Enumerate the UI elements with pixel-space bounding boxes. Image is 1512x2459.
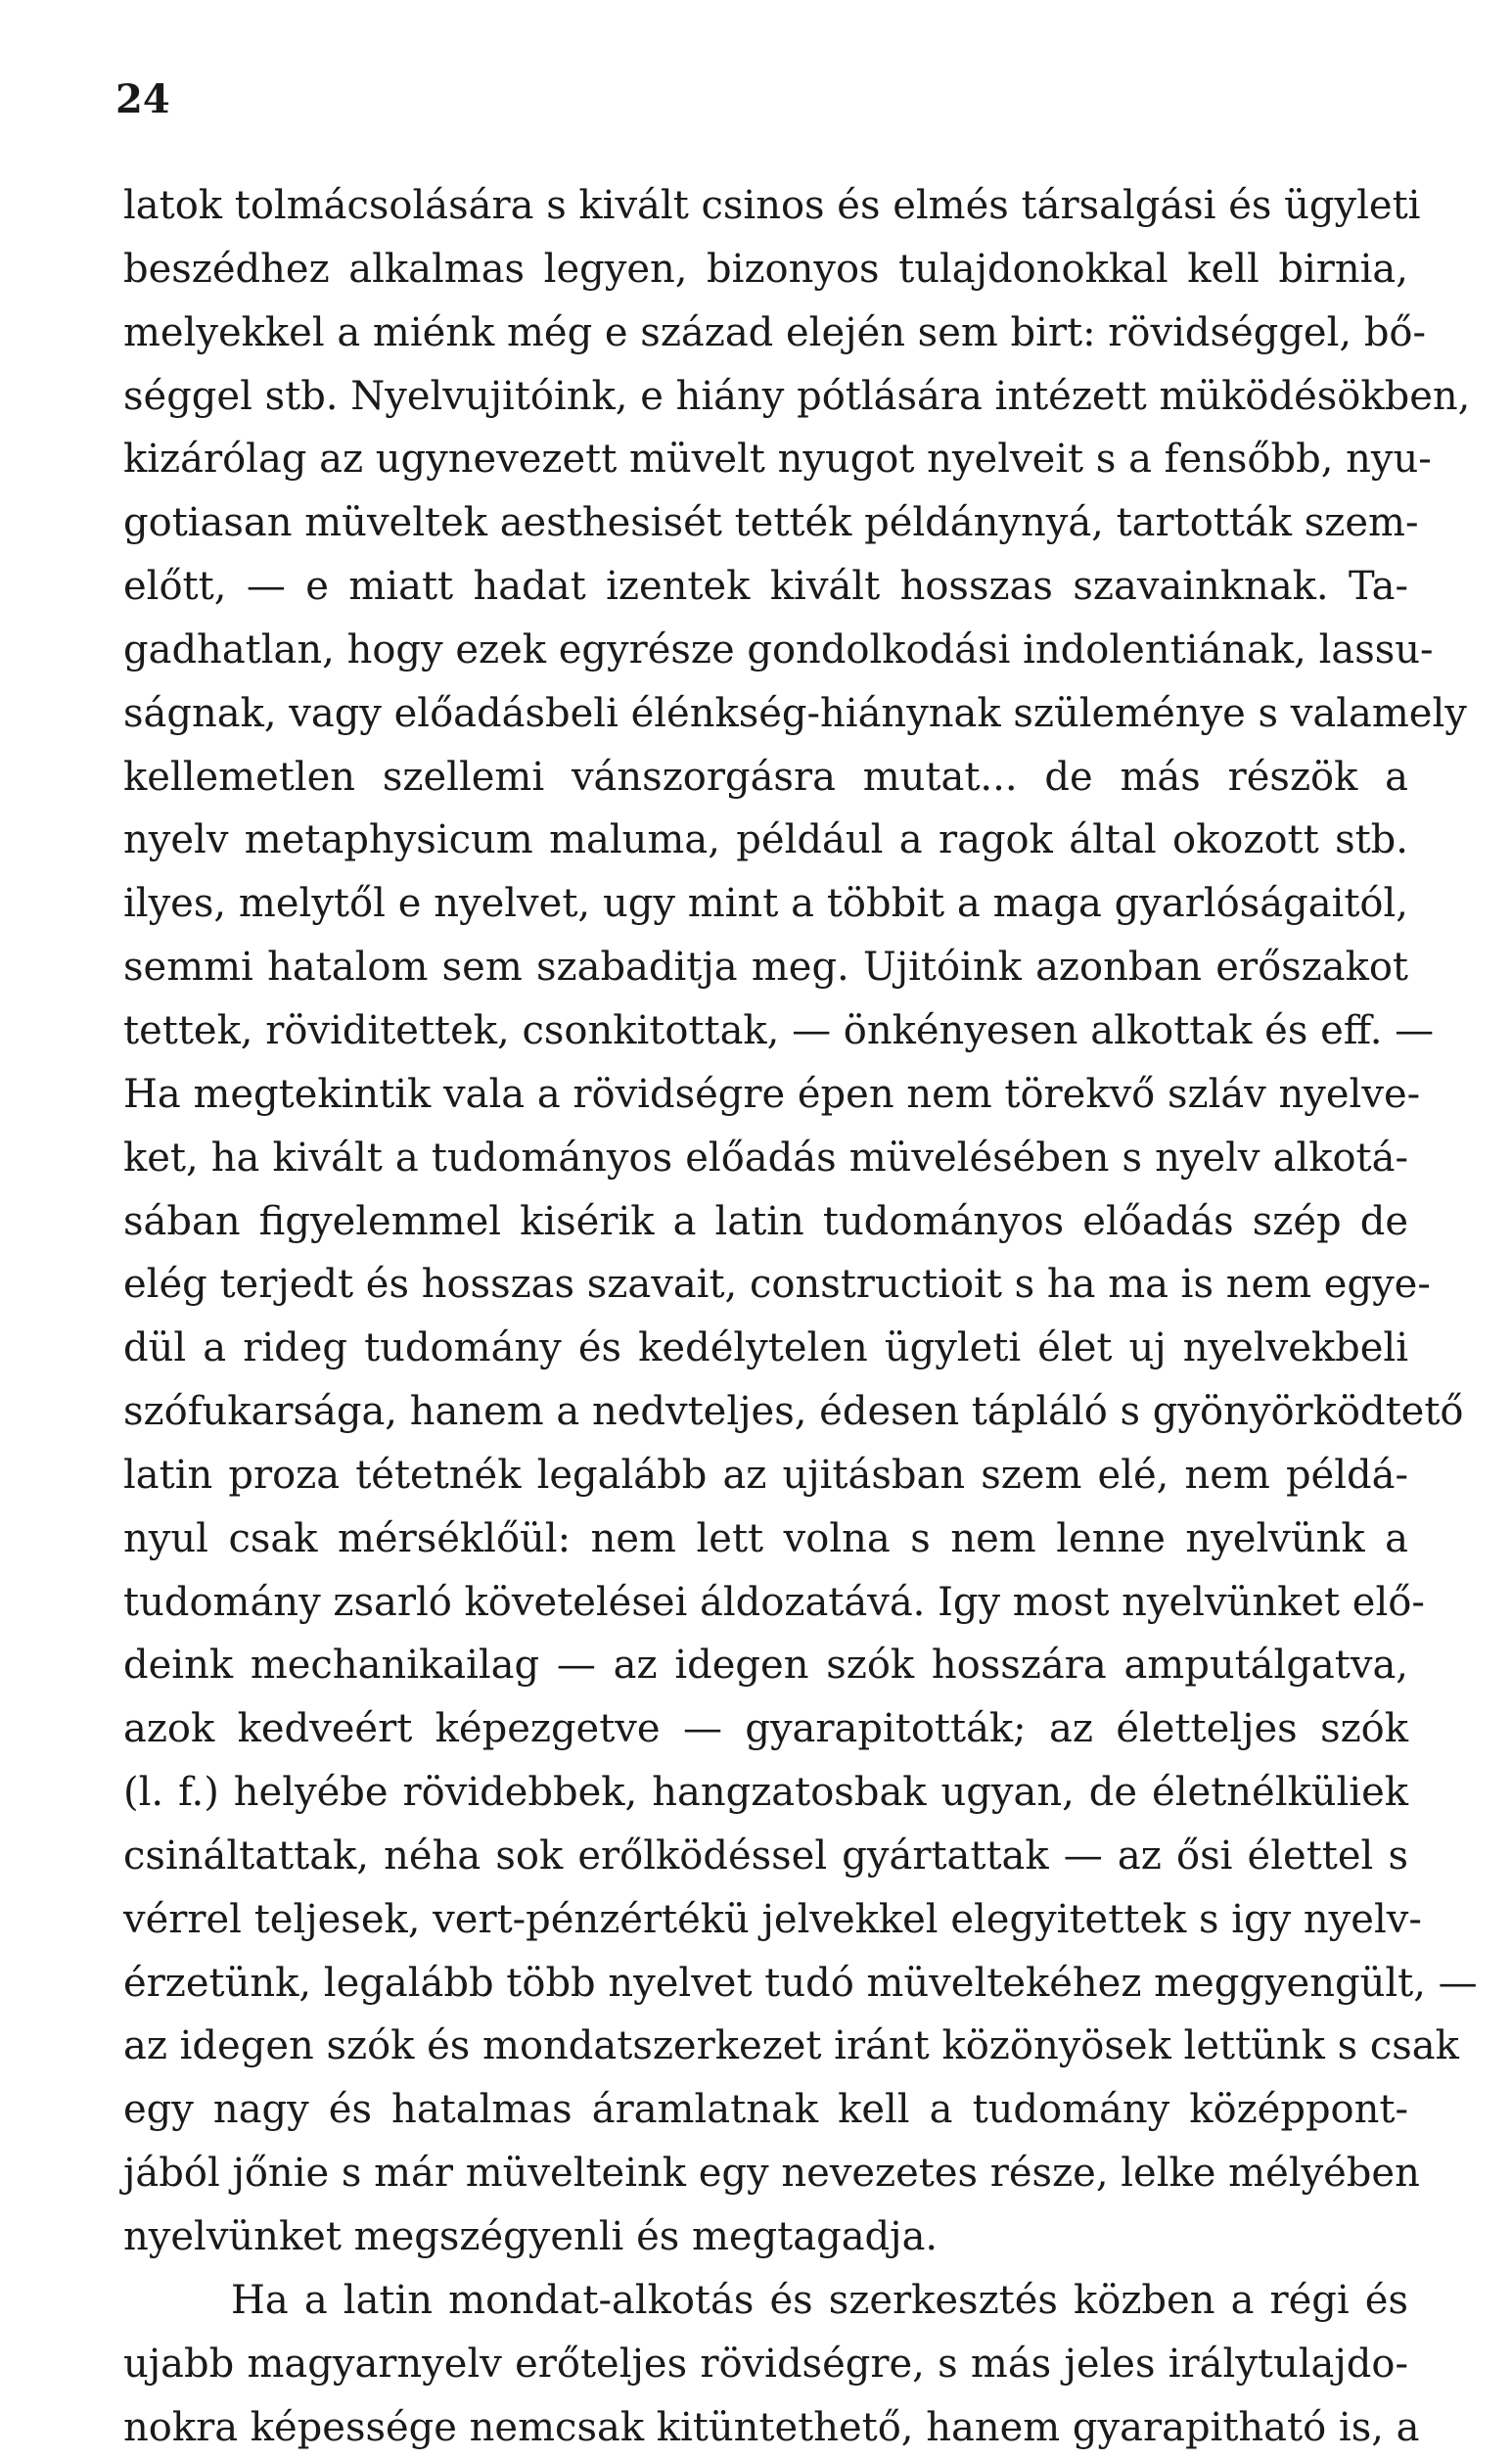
text-line: nyul csak mérséklőül: nem lett volna s nem lenne nyelvünk a — [123, 1515, 1408, 1561]
text-line: ujabb magyarnyelv erőteljes rövidségre, s más jeles irálytulajdo- — [123, 2341, 1408, 2387]
text-line: kizárólag az ugynevezett müvelt nyugot nyelveit s a fensőbb, nyu- — [123, 437, 1432, 483]
text-line: ságnak, vagy előadásbeli élénkség-hiánynak szüleménye s valamely — [123, 690, 1467, 736]
text-line: azok kedveért képezgetve — gyarapitották; az életteljes szók — [123, 1706, 1408, 1752]
text-line: sában figyelemmel kisérik a latin tudományos előadás szép de — [123, 1198, 1408, 1244]
page-number: 24 — [115, 76, 170, 122]
text-line: előtt, — e miatt hadat izentek kivált hosszas szavainknak. Ta- — [123, 564, 1408, 610]
text-line: latin proza tétetnék legalább az ujitásban szem elé, nem példá- — [123, 1452, 1408, 1498]
text-line: Ha megtekintik vala a rövidségre épen nem törekvő szláv nyelve- — [123, 1071, 1421, 1117]
text-line: érzetünk, legalább több nyelvet tudó müveltekéhez meggyengült, — — [123, 1960, 1478, 2006]
text-line: latok tolmácsolására s kivált csinos és elmés társalgási és ügyleti — [123, 183, 1421, 228]
text-line: tettek, röviditettek, csonkitottak, — önkényesen alkottak és eff. — — [123, 1007, 1435, 1053]
text-line: melyekkel a miénk még e század elején sem birt: rövidséggel, bő- — [123, 309, 1427, 355]
text-line: az idegen szók és mondatszerkezet iránt közönyösek lettünk s csak — [123, 2023, 1459, 2069]
text-line: jából jőnie s már müvelteink egy nevezetes része, lelke mélyében — [123, 2151, 1420, 2197]
text-line: gotiasan müveltek aesthesisét tették példánynyá, tartották szem- — [123, 500, 1419, 546]
text-line: elég terjedt és hosszas szavait, constructioit s ha ma is nem egye- — [123, 1262, 1431, 1308]
text-line: szófukarsága, hanem a nedvteljes, édesen tápláló s gyönyörködtető — [123, 1389, 1464, 1435]
text-line: egy nagy és hatalmas áramlatnak kell a tudomány középpont- — [123, 2087, 1408, 2133]
text-line: deink mechanikailag — az idegen szók hosszára amputálgatva, — [123, 1643, 1408, 1689]
text-line: ket, ha kivált a tudományos előadás müvelésében s nyelv alkotá- — [123, 1135, 1408, 1181]
text-line: nyelv metaphysicum maluma, például a ragok által okozott stb. — [123, 817, 1408, 863]
paragraph-end-line: nyelvünket megszégyenli és megtagadja. — [123, 2214, 939, 2259]
text-line: nokra képessége nemcsak kitüntethető, hanem gyarapitható is, a — [123, 2404, 1420, 2450]
text-line: ilyes, melytől e nyelvet, ugy mint a többit a maga gyarlóságaitól, — [123, 881, 1408, 927]
text-line: séggel stb. Nyelvujitóink, e hiány pótlására intézett müködésökben, — [123, 373, 1471, 419]
text-line: vérrel teljesek, vert-pénzértékü jelvekkel elegyitettek s igy nyelv- — [123, 1896, 1422, 1942]
text-line: kellemetlen szellemi vánszorgásra mutat... de más részök a — [123, 754, 1408, 800]
text-line: csináltattak, néha sok erőlködéssel gyártattak — az ősi élettel s — [123, 1833, 1408, 1879]
text-line: semmi hatalom sem szabaditja meg. Ujitóink azonban erőszakot — [123, 945, 1408, 991]
text-line: tudomány zsarló követelései áldozatává. Igy most nyelvünket elő- — [123, 1579, 1425, 1625]
text-line: dül a rideg tudomány és kedélytelen ügyleti élet uj nyelvekbeli — [123, 1325, 1408, 1371]
text-line: gadhatlan, hogy ezek egyrésze gondolkodási indolentiának, lassu- — [123, 626, 1434, 673]
body-text — [123, 174, 1478, 2459]
text-line: beszédhez alkalmas legyen, bizonyos tulajdonokkal kell birnia, — [123, 246, 1408, 292]
text-line: (l. f.) helyébe rövidebbek, hangzatosbak ugyan, de életnélküliek — [123, 1770, 1408, 1816]
paragraph-start-line: Ha a latin mondat-alkotás és szerkesztés közben a régi és — [231, 2277, 1408, 2323]
